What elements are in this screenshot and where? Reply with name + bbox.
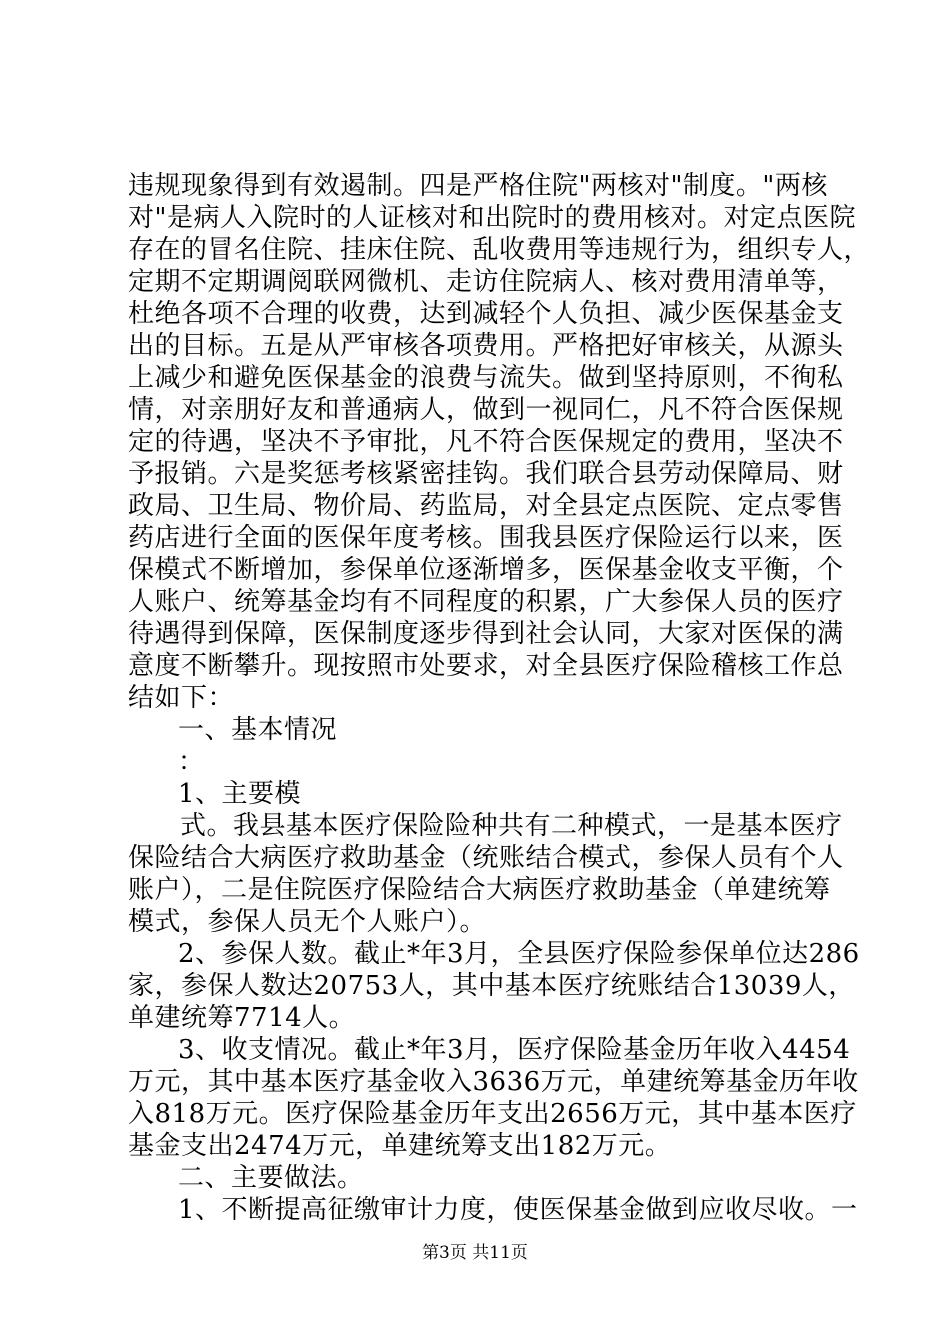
subsection-heading: 1、主要模 <box>178 779 302 809</box>
text-line: 结如下： <box>128 683 235 713</box>
text-line: 违规现象得到有效遏制。四是严格住院"两核对"制度。"两核 <box>128 171 828 201</box>
text-line: 上减少和避免医保基金的浪费与流失。做到坚持原则，不徇私 <box>128 363 844 393</box>
section-heading: 二、主要做法。 <box>178 1163 364 1193</box>
text-line: 单建统筹7714人。 <box>128 1003 356 1033</box>
text-line: 对"是病人入院时的人证核对和出院时的费用核对。对定点医院 <box>128 203 856 233</box>
text-line: ： <box>178 747 205 777</box>
text-line: 情，对亲朋好友和普通病人，做到一视同仁，凡不符合医保规 <box>128 395 844 425</box>
text-line: 药店进行全面的医保年度考核。围我县医疗保险运行以来，医 <box>128 523 844 553</box>
text-line: 人账户、统筹基金均有不同程度的积累，广大参保人员的医疗 <box>128 587 844 617</box>
page-footer: 第3页 共11页 <box>422 1243 528 1263</box>
text-line: 1、不断提高征缴审计力度，使医保基金做到应收尽收。一 <box>178 1195 858 1225</box>
text-line: 2、参保人数。截止*年3月，全县医疗保险参保单位达286 <box>178 939 860 969</box>
text-line: 万元，其中基本医疗基金收入3636万元，单建统筹基金历年收 <box>128 1067 859 1097</box>
text-line: 存在的冒名住院、挂床住院、乱收费用等违规行为，组织专人， <box>128 235 871 265</box>
text-line: 予报销。六是奖惩考核紧密挂钩。我们联合县劳动保障局、财 <box>128 459 844 489</box>
text-line: 入818万元。医疗保险基金历年支出2656万元，其中基本医疗 <box>128 1099 857 1129</box>
text-line: 意度不断攀升。现按照市处要求，对全县医疗保险稽核工作总 <box>128 651 844 681</box>
section-heading: 一、基本情况 <box>178 715 338 745</box>
text-line: 模式，参保人员无个人账户）。 <box>128 907 487 937</box>
text-line: 杜绝各项不合理的收费，达到减轻个人负担、减少医保基金支 <box>128 299 844 329</box>
text-line: 出的目标。五是从严审核各项费用。严格把好审核关，从源头 <box>128 331 844 361</box>
text-line: 保险结合大病医疗救助基金（统账结合模式，参保人员有个人 <box>128 843 844 873</box>
text-line: 3、收支情况。截止*年3月，医疗保险基金历年收入4454 <box>178 1035 851 1065</box>
text-line: 定的待遇，坚决不予审批，凡不符合医保规定的费用，坚决不 <box>128 427 844 457</box>
text-line: 家，参保人数达20753人，其中基本医疗统账结合13039人， <box>128 971 855 1001</box>
text-line: 基金支出2474万元，单建统筹支出182万元。 <box>128 1131 672 1161</box>
text-line: 定期不定期调阅联网微机、走访住院病人、核对费用清单等， <box>128 267 844 297</box>
text-line: 待遇得到保障，医保制度逐步得到社会认同，大家对医保的满 <box>128 619 844 649</box>
text-line: 政局、卫生局、物价局、药监局，对全县定点医院、定点零售 <box>128 491 844 521</box>
text-line: 保模式不断增加，参保单位逐渐增多，医保基金收支平衡，个 <box>128 555 844 585</box>
text-line: 账户），二是住院医疗保险结合大病医疗救助基金（单建统筹 <box>128 875 831 905</box>
text-line: 式。我县基本医疗保险险种共有二种模式，一是基本医疗 <box>180 811 843 841</box>
